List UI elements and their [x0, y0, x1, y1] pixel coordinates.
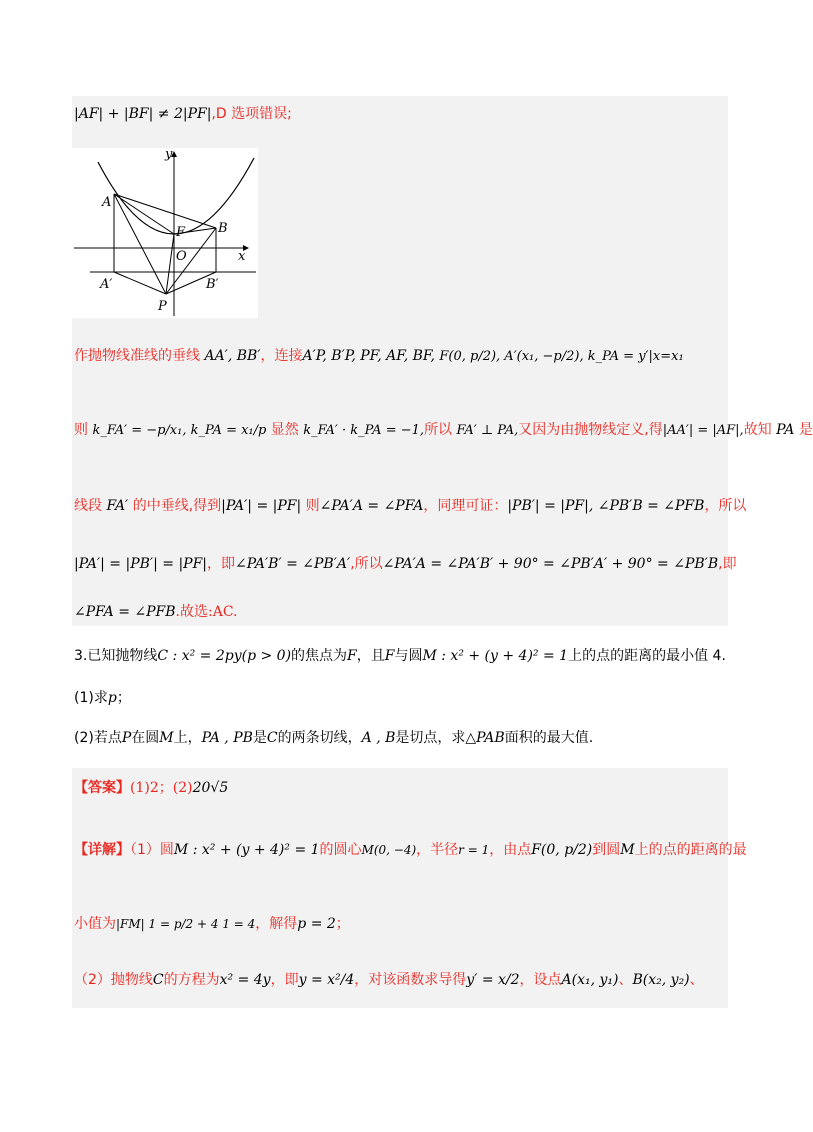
slope-product-math: k_FA′ · k_PA = −1,: [303, 423, 425, 438]
so-text: 所以: [424, 422, 453, 438]
perp-math: FA′ ⊥ PA,: [456, 423, 519, 438]
fig-label-a: A: [102, 195, 112, 210]
question-3-stem: [74, 646, 726, 666]
semicolon-2-text: ；: [335, 916, 350, 932]
so-text-2: ,所以: [350, 556, 383, 572]
fm-math: |FM| 1 = p/2 + 4 1 = 4: [116, 917, 256, 931]
parabola-diagram: [70, 148, 258, 318]
definition-text: 又因为由抛物线定义,得: [518, 422, 663, 438]
parabola-c-math: C: [152, 972, 164, 988]
pa-pf-math: |PA′| = |PF|: [221, 498, 302, 514]
question-3-sub2: [74, 728, 593, 748]
pa-math: PA: [776, 422, 795, 438]
connect-text: ，连接: [260, 348, 303, 364]
sub2-text: (2)若点: [74, 730, 122, 746]
circle-m-math: M : x² + (y + 4)² = 1: [173, 842, 320, 858]
semicolon-text: ；: [116, 690, 131, 706]
fig-label-o: O: [176, 249, 187, 264]
answer-line: [74, 778, 228, 798]
comma-text: 、: [618, 972, 633, 988]
therefore-text: ，所以: [704, 498, 747, 514]
circle-m-label-math: M: [620, 842, 635, 858]
solution-line-5: [74, 554, 737, 574]
center-text: 的圆心: [319, 842, 362, 858]
answer-text: (1)2；(2): [130, 780, 193, 796]
equal-lengths-math: |PA′| = |PB′| = |PF|: [74, 556, 208, 572]
with-circle-text: 与圆: [394, 648, 423, 664]
then-text-2: 则: [305, 498, 320, 514]
part1-circle-text: （1）圆: [130, 842, 174, 858]
solution-line-6: [74, 602, 238, 622]
obviously-text: 显然: [270, 422, 299, 438]
similarly-text: ，同理可证：: [423, 498, 508, 514]
that-is-text: ，即: [270, 972, 299, 988]
pa-pb-math: PA , PB: [201, 730, 253, 746]
m-math: M: [159, 730, 174, 746]
part2-parabola-text: （2）抛物线: [74, 972, 153, 988]
min-value-text: 小值为: [74, 916, 116, 932]
bisector-text: 的中垂线,得到: [132, 498, 222, 514]
and-text: ，且: [356, 648, 385, 664]
derivative-math: y′ = x/2: [466, 972, 520, 988]
hence-text: 故知: [743, 422, 772, 438]
c-math: C: [266, 730, 278, 746]
p-math: p: [107, 690, 117, 706]
sub1-text: (1)求: [74, 690, 108, 706]
solution-line-3: [74, 420, 813, 441]
x-squared-math: x² = 4y: [219, 972, 271, 988]
fig-label-b: B: [218, 221, 228, 236]
explanation-label: 【详解】: [74, 842, 130, 858]
point-b-math: B(x₂, y₂): [632, 972, 690, 988]
center-math: M(0, −4): [361, 843, 417, 857]
triangle-pab-math: △PAB: [465, 730, 505, 746]
on-circle-text: 在圆: [131, 730, 160, 746]
tangent-points-text: 是切点，求: [395, 730, 466, 746]
option-d-wrong-text: ,D 选项错误;: [211, 106, 292, 122]
fig-label-a-prime: A′: [100, 277, 113, 292]
point-a-math: A(x₁, y₁): [561, 972, 619, 988]
parabola-figure: [70, 148, 258, 318]
solution-line-4: [74, 496, 746, 516]
final-angle-math: ∠PFA = ∠PFB: [74, 604, 176, 620]
parabola-eq-math: C : x² = 2py(p > 0): [157, 648, 292, 664]
max-area-text: 面积的最大值.: [504, 730, 594, 746]
y-function-math: y = x²/4: [298, 972, 355, 988]
radius-math: r = 1: [458, 843, 490, 857]
ie-text: ，即: [207, 556, 236, 572]
fig-label-f: F: [176, 225, 186, 240]
equation-is-text: 的方程为: [163, 972, 220, 988]
from-point-text: ，由点: [489, 842, 532, 858]
segments-math: A′P, B′P, PF, AF, BF,: [302, 348, 435, 364]
f-math: F: [347, 648, 357, 664]
point-f-math: F(0, p/2): [531, 842, 593, 858]
two-tangents-text: 的两条切线，: [277, 730, 362, 746]
on-text: 上，: [173, 730, 202, 746]
min-distance-text: 上的点的距离的最小值 4.: [568, 648, 726, 664]
distance-text: 上的点的距离的最: [634, 842, 747, 858]
perpendicular-text: 作抛物线准线的垂线: [74, 348, 200, 364]
base-angles-math: ∠PA′B′ = ∠PB′A′: [235, 556, 351, 572]
are-text: 是: [252, 730, 267, 746]
fig-label-y: y: [165, 147, 173, 162]
inequality-math: |AF| + |BF| ≠ 2|PF|: [74, 106, 212, 122]
slopes-math: k_FA′ = −p/x₁, k_PA = x₁/p: [92, 423, 267, 438]
segment-text: 线段: [74, 498, 102, 514]
pb-pf-math: |PB′| = |PF|, ∠PB′B = ∠PFB: [507, 498, 705, 514]
aa-af-math: |AA′| = |AF|,: [662, 423, 744, 438]
is-text: 是: [798, 422, 813, 438]
angle-chain-math: ∠PA′A = ∠PA′B′ + 90° = ∠PB′A′ + 90° = ∠PB′B: [382, 556, 719, 572]
solve-text: ，解得: [255, 916, 298, 932]
solution-line-2: [74, 346, 684, 367]
question-3-sub1: [74, 688, 131, 708]
fa-prime-math: FA′: [106, 498, 129, 514]
fig-label-x: x: [238, 249, 246, 264]
solution-line-1: [74, 104, 292, 124]
let-points-text: ，设点: [519, 972, 562, 988]
fig-label-b-prime: B′: [206, 277, 219, 292]
choose-ac-text: .故选:AC.: [175, 604, 238, 620]
derivative-text: ，对该函数求导得: [354, 972, 467, 988]
p-equals-math: p = 2: [297, 916, 336, 932]
point-p-math: P: [121, 730, 132, 746]
aa-bb-math: AA′, BB′: [204, 348, 261, 364]
to-circle-text: 到圆: [592, 842, 621, 858]
ie-text-2: ,即: [718, 556, 737, 572]
fig-label-p: P: [158, 299, 167, 314]
answer-label: 【答案】: [74, 780, 130, 796]
explanation-line-3: [74, 970, 704, 990]
answer-math: 20√5: [192, 780, 229, 796]
radius-text: ，半径: [416, 842, 459, 858]
a-b-math: A , B: [361, 730, 396, 746]
explanation-line-2: [74, 914, 350, 934]
then-text: 则: [74, 422, 88, 438]
circle-eq-math: M : x² + (y + 4)² = 1: [422, 648, 569, 664]
coordinates-math: F(0, p/2), A′(x₁, −p/2), k_PA = y′|x=x₁: [439, 349, 684, 364]
angle-a-math: ∠PA′A = ∠PFA: [319, 498, 424, 514]
focus-text: 的焦点为: [291, 648, 348, 664]
f-math-2: F: [384, 648, 395, 664]
q3-number-text: 3.已知抛物线: [74, 648, 158, 664]
comma-text-2: 、: [689, 972, 704, 988]
explanation-line-1: [74, 840, 747, 860]
